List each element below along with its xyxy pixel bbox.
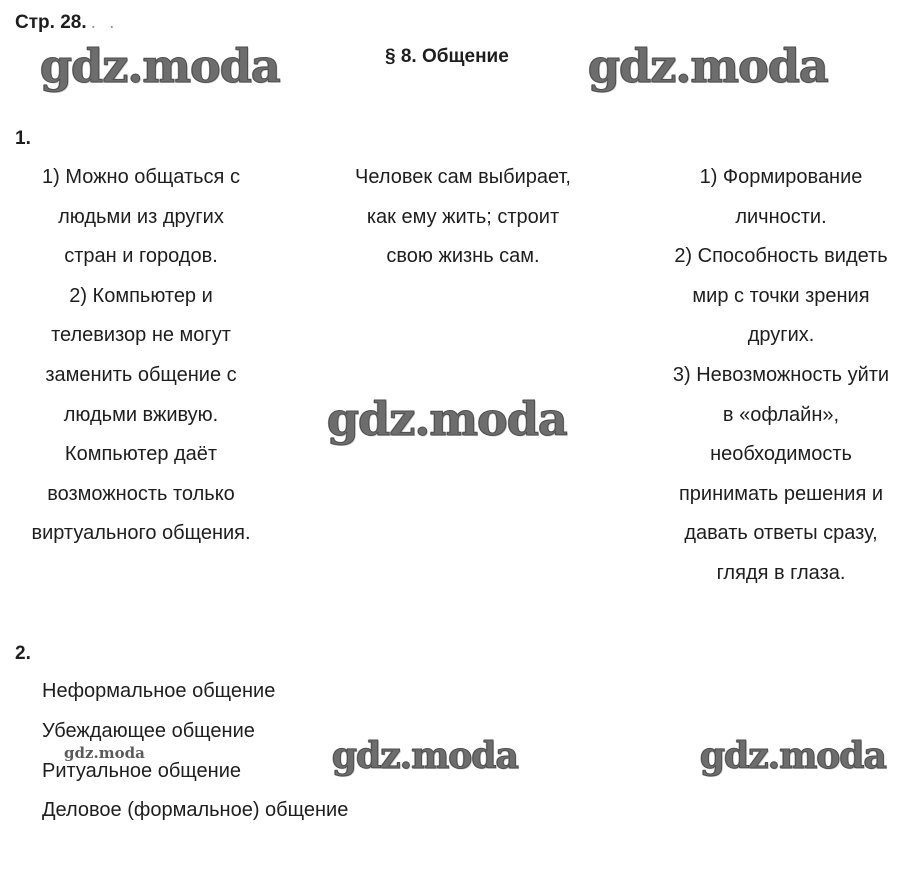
text-line: Человек сам выбирает, xyxy=(355,166,571,188)
watermark-logo: gdz.moda xyxy=(588,39,828,93)
text-line: заменить общение с xyxy=(45,363,237,386)
text-line: 1) Можно общаться с xyxy=(42,166,240,188)
text-line: 2) Способность видеть xyxy=(674,245,888,268)
text-line: мир с точки зрения xyxy=(692,284,870,307)
page-number-label: Стр. 28. xyxy=(15,12,87,33)
text-line: телевизор не могут xyxy=(51,324,231,347)
task-1-middle-column xyxy=(322,158,604,277)
watermark-logo-small: gdz.moda xyxy=(64,744,145,762)
page-number-dots: . . xyxy=(90,12,119,33)
text-line: необходимость xyxy=(710,443,852,466)
list-item: Ритуальное общение xyxy=(42,760,242,782)
task-1-left-column xyxy=(10,158,272,554)
text-line: людьми вживую. xyxy=(63,403,219,426)
task-1-number: 1. xyxy=(15,128,31,149)
text-line: 3) Невозможность уйти xyxy=(672,363,890,386)
page-number xyxy=(15,12,118,34)
task-1-right-column xyxy=(648,158,914,594)
list-item: Убеждающее общение xyxy=(42,720,255,742)
task-2-number: 2. xyxy=(15,643,31,664)
text-line: Компьютер даёт xyxy=(64,443,218,466)
text-line: глядя в глаза. xyxy=(716,561,846,584)
text-line: других. xyxy=(747,324,815,347)
text-line: стран и городов. xyxy=(64,245,218,268)
text-line: виртуального общения. xyxy=(31,522,251,545)
text-line: свою жизнь сам. xyxy=(386,245,540,268)
text-line: принимать решения и xyxy=(678,482,884,505)
list-item: Деловое (формальное) общение xyxy=(42,799,349,821)
text-line: как ему жить; строит xyxy=(366,205,560,228)
text-line: людьми из других xyxy=(58,205,224,228)
watermark-logo: gdz.moda xyxy=(40,39,280,93)
text-line: давать ответы сразу, xyxy=(684,522,878,545)
text-line: в «офлайн», xyxy=(722,403,840,426)
text-line: 1) Формирование xyxy=(699,166,863,188)
section-title: § 8. Общение xyxy=(385,46,509,67)
text-line: личности. xyxy=(735,205,827,228)
list-item: Неформальное общение xyxy=(42,680,276,702)
text-line: 2) Компьютер и xyxy=(69,284,213,307)
watermark-logo: gdz.moda xyxy=(700,735,886,777)
watermark-logo: gdz.moda xyxy=(327,392,567,446)
watermark-logo: gdz.moda xyxy=(332,735,518,777)
text-line: возможность только xyxy=(47,482,235,505)
